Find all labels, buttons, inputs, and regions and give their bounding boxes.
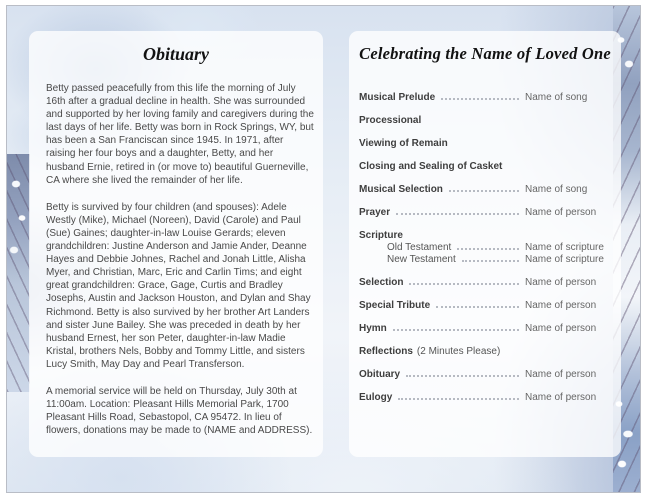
service-subitem-new-testament — [387, 254, 621, 266]
service-subitem-label: Old Testament — [387, 242, 452, 253]
service-item-value: Name of person — [525, 392, 597, 403]
service-item-value: Name of person — [525, 277, 597, 288]
service-subitem-value: Name of scripture — [525, 254, 604, 265]
order-of-service-title: Celebrating the Name of Loved One — [359, 44, 611, 63]
service-item-value: Name of person — [525, 323, 597, 334]
dotted-leader — [436, 306, 519, 308]
service-item-processional — [359, 114, 621, 127]
service-item-label: Eulogy — [359, 392, 393, 403]
service-item-hymn — [359, 322, 621, 335]
service-item-label: Musical Selection — [359, 184, 443, 195]
dotted-leader — [441, 98, 519, 100]
service-item-label: Special Tribute — [359, 300, 431, 311]
service-item-special-tribute — [359, 299, 621, 312]
obituary-title: Obituary — [142, 44, 209, 64]
dotted-leader — [462, 260, 519, 262]
service-item-label: Prayer — [359, 207, 391, 218]
service-item-value: Name of song — [525, 184, 588, 195]
dotted-leader — [393, 329, 519, 331]
service-item-label: Hymn — [359, 323, 387, 334]
order-of-service-panel — [349, 31, 621, 457]
service-item-value: Name of person — [525, 369, 597, 380]
obituary-paragraph: A memorial service will be held on Thursday, July 30th at 11:00am. Location: Pleasant Hills Memorial Park, 1700 Pleasant Hills Road, Sebastopol, CA 95472. In lieu of flowers, donations may be made to (NAME and ADDRESS). — [46, 385, 313, 437]
service-item-closing-and-sealing — [359, 160, 621, 173]
dotted-leader — [409, 283, 519, 285]
service-item-label: Musical Prelude — [359, 92, 436, 103]
program-photo-background — [6, 5, 641, 493]
service-item-prayer — [359, 206, 621, 219]
service-item-value: Name of song — [525, 92, 588, 103]
obituary-panel — [29, 31, 323, 457]
service-item-label: Selection — [359, 277, 404, 288]
service-item-label: Obituary — [359, 369, 401, 380]
obituary-paragraph: Betty passed peacefully from this life the morning of July 16th after a gradual decline in health. She was surrounded and supported by her loving family and caregivers during the last days of her life. Betty was born in Rock Springs, WY, but has been a San Franciscan since 1945. In 1971, after raising her four boys and a daughter, Betty, and her husband Ernie, retired in (or move to) beautiful Guerneville, CA where she lived the remainder of her life. — [46, 83, 314, 186]
obituary-paragraph: Betty is survived by four children (and spouses): Adele Westly (Mike), Michael (Noreen), David (Carole) and Paul (Sue) Gaines; daughter-in-law Louise Gerards; eleven grandchildren: Justine Anderson and Jamie Ander, Deanne Hayes and Debbie Johnes, Rachel and Jonah Little, Alisha Myer, and Christian, Marc, Eric and Carlin Tims; and eight great grandchildren: Grace, Gage, Curtis and Bradley Josephs, Austin and Jackson Houston, and Dylan and Shay Richmond. Betty is also survived by her brother Art Landers and sister June Bailey. She was preceded in death by her husband Ernest, her son Peter, daughter-in-law Madie Kristal, brothers Nels, Bobby and Tommy Little, and sisters Lucy Smith, May Day and Pearl Transferson. — [46, 201, 311, 370]
service-item-reflections — [359, 345, 621, 358]
service-subitem-label: New Testament — [387, 254, 456, 265]
service-item-scripture — [359, 229, 621, 242]
dotted-leader — [449, 190, 519, 192]
service-item-label: Scripture — [359, 230, 403, 241]
service-item-value: Name of person — [525, 207, 597, 218]
service-item-label: Reflections — [359, 346, 413, 357]
service-item-note: (2 Minutes Please) — [416, 346, 501, 357]
service-item-value: Name of person — [525, 300, 597, 311]
order-of-service-list — [359, 91, 621, 404]
dotted-leader — [406, 375, 519, 377]
service-subitem-old-testament — [387, 242, 621, 254]
service-item-musical-prelude — [359, 91, 621, 104]
service-item-eulogy — [359, 391, 621, 404]
service-item-scripture-group — [359, 229, 621, 266]
dotted-leader — [398, 398, 519, 400]
dotted-leader — [457, 248, 519, 250]
dotted-leader — [396, 213, 519, 215]
floral-strip-left — [7, 154, 30, 392]
service-item-viewing-of-remain — [359, 137, 621, 150]
service-item-obituary — [359, 368, 621, 381]
service-item-label: Processional — [359, 115, 422, 126]
obituary-text — [46, 82, 314, 437]
service-item-label: Closing and Sealing of Casket — [359, 161, 503, 172]
service-item-label: Viewing of Remain — [359, 138, 448, 149]
service-item-selection — [359, 276, 621, 289]
service-item-musical-selection — [359, 183, 621, 196]
service-subitem-value: Name of scripture — [525, 242, 604, 253]
